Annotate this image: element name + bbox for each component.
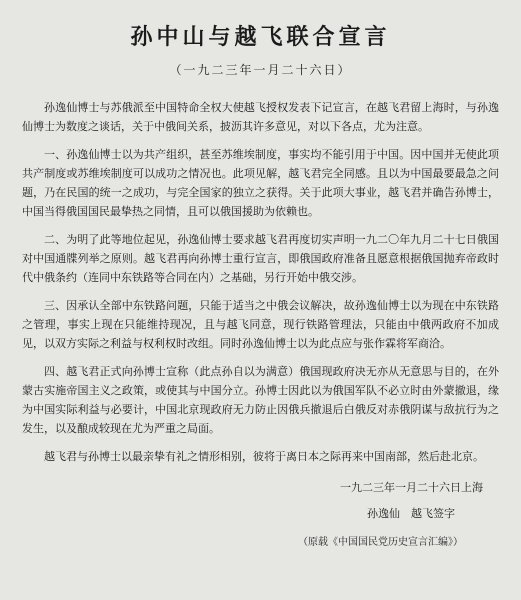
signature-date-place: 一九二三年一月二十六日上海 <box>340 481 483 494</box>
signature-block <box>0 479 521 548</box>
paragraph-2: 二、为明了此等地位起见，孙逸仙博士要求越飞君再度切实声明一九二〇年九月二十七日俄国对中国通牒列举之原则。越飞君再向孙博士重行宣言，即俄国政府准备且愿意根据俄国抛弃帝政时代中俄条约（连同中东铁路等合同在内）之基础，另行开始中俄交涉。 <box>22 233 499 284</box>
paragraph-1: 一、孙逸仙博士以为共产组织，甚至苏维埃制度，事实均不能引用于中国。因中国并无使此项共产制度或苏维埃制度可以成功之情况也。此项见解，越飞君完全同感。且以为中国最要最急之问题，乃在民国的统一之成功，与完全国家的独立之获得。关于此项大事业，越飞君并确告孙博士，中国当得俄国国民最挚热之同情，且可以俄国援助为依赖也。 <box>22 148 499 218</box>
document-body <box>22 98 499 466</box>
source-note: （原载《中国国民党历史宣言汇编》） <box>298 537 463 548</box>
document-date: （一九二三年一月二十六日） <box>169 63 352 77</box>
signatories: 孙逸仙 越飞签字 <box>367 507 455 520</box>
paragraph-4: 四、越飞君正式向孙博士宣称（此点孙自以为满意）俄国现政府决无亦从无意思与目的，在外蒙古实施帝国主义之政策，或使其与中国分立。孙博士因此以为俄国军队不必立时由外蒙撤退，缘为中国实际利益与必要计，中国北京现政府无力防止因俄兵撤退后白俄反对赤俄阴谋与敌抗行为之发生，以及酿成较现在尤为严重之局面。 <box>22 365 499 435</box>
paragraph-3: 三、因承认全部中东铁路问题，只能于适当之中俄会议解决，故孙逸仙博士以为现在中东铁路之管理，事实上现在只能维持现况，且与越飞同意，现行铁路管理法，只能由中俄两政府不加成见，以双方实际之利益与权利权时改组。同时孙逸仙博士以为此点应与张作霖将军商洽。 <box>22 299 499 350</box>
paragraph-closing: 越飞君与孙博士以最亲挚有礼之情形相别，彼将于离日本之际再来中国南部，然后赴北京。 <box>44 450 484 463</box>
paragraph-intro: 孙逸仙博士与苏俄派至中国特命全权大使越飞授权发表下记宣言，在越飞君留上海时，与孙逸仙博士为数度之谈话，关于中俄间关系，披沥其许多意见，对以下各点，尤为注意。 <box>22 101 499 133</box>
page-title: 孙中山与越飞联合宣言 <box>130 24 391 50</box>
